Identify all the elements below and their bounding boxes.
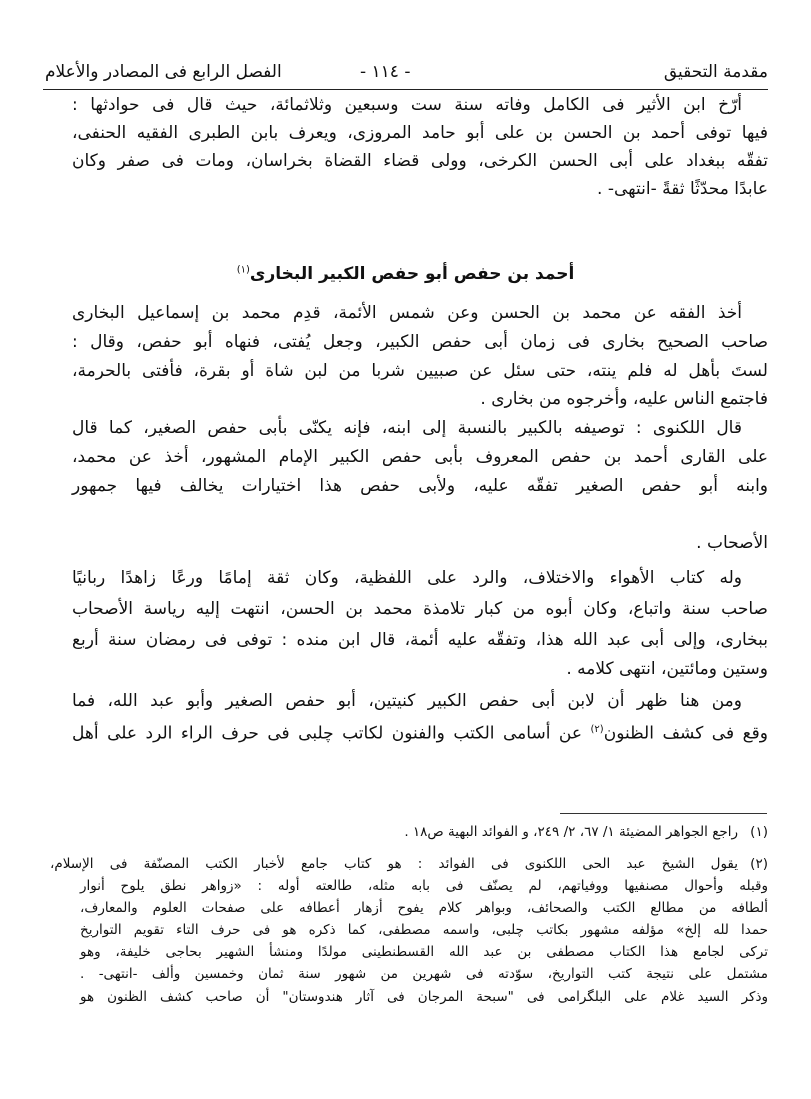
body-line: وله كتاب الأهواء والاختلاف، والرد على اللفظية، وكان ثقة إمامًا ورعًا زاهدًا ربانيًا (72, 568, 742, 588)
body-line: ببخارى، وإلى أبى عبد الله هذا، وتفقّه عليه أئمة، قال ابن منده : توفى فى رمضان سنة أربع (72, 630, 768, 650)
footnote-1 (50, 822, 768, 842)
body-line: وستين ومائتين، انتهى كلامه . (566, 659, 768, 679)
footnote-number: (٢) (750, 856, 768, 872)
body-line: صاحب الصحيح بخارى فى زمان أبى حفص الكبير، وجعل يُفتى، فنهاه أبو حفص، وقال : (72, 332, 768, 352)
body-line: فيها توفى أحمد بن الحسن بن على أبو حامد المروزى، ويعرف بابن الطبرى الفقيه الحنفى، (72, 123, 768, 143)
body-line: ومن هنا ظهر أن لابن أبى حفص الكبير كنيتين، أبو حفص الصغير وأبو عبد الله، فما (72, 691, 742, 711)
body-line: على القارى أحمد بن حفص المعروف بأبى حفص الكبير الإمام المشهور، أخذ عن محمد، (72, 447, 768, 467)
footnote-line: وذكر السيد غلام على البلگرامى فى "سبحة المرجان فى آثار هندوستان" أن صاحب كشف الظنون هو (80, 989, 768, 1005)
running-header-right: مقدمة التحقيق (663, 62, 768, 82)
body-line: أخذ الفقه عن محمد بن الحسن وعن شمس الأئمة، قدِم محمد بن إسماعيل البخارى (72, 303, 742, 323)
body-line (72, 718, 768, 746)
body-line: أرّخ ابن الأثير فى الكامل وفاته سنة ست وسبعين وثلاثمائة، حيث قال فى حوادثها : (72, 95, 742, 115)
body-line: صاحب سنة واتباع، وكان أبوه من كبار تلامذة محمد بن الحسن، انتهت إليه رياسة الأصحاب (72, 599, 768, 619)
running-header-left: الفصل الرابع فى المصادر والأعلام (45, 62, 282, 82)
body-line: عابدًا محدّثًا ثقةً -انتهى- . (597, 179, 768, 199)
body-line: لستَ بأهل له فلم ينته، حتى سئل عن صبيين شربا من لبن شاة أو بقرة، فأفتى بالحرمة، (72, 361, 768, 381)
text-segment: عن أسامى الكتب والفنون لكاتب چلبى فى حرف الراء الرد على أهل (72, 723, 591, 744)
footnote-line: وقبله وأحوال مصنفيها ووفياتهم، لم يصنّف فى بابه مثله، طالعته أوله : «زواهر نطق يلوح أنوار (80, 878, 768, 894)
header-rule (43, 89, 768, 90)
footnote-line: ألطافه من مطالع الكتب والصحائف، وبواهر كلام يفوح أزهار أعطافه على صفحات العلوم والمعارف، (80, 900, 768, 916)
text-segment: وقع فى كشف الظنون (603, 723, 768, 744)
section-heading (0, 264, 811, 284)
body-line: تفقّه ببغداد على أبى الحسن الكرخى، وولى قضاء القضاة بخراسان، ومات فى صفر وكان (72, 151, 768, 171)
footnote-text: راجع الجواهر المضيئة ١/ ٦٧، ٢/ ٢٤٩، و الفوائد البهية ص١٨ . (404, 824, 738, 840)
footnote-2 (50, 854, 768, 874)
page-number: - ١١٤ - (360, 62, 411, 82)
footnote-rule (560, 813, 767, 814)
footnote-ref[interactable]: (١) (236, 264, 250, 276)
section-title: أحمد بن حفص أبو حفص الكبير البخارى (249, 264, 575, 284)
body-line: قال اللكنوى : توصيفه بالكبير بالنسبة إلى ابنه، فإنه يكنّى بأبى حفص الصغير، كما قال (72, 418, 742, 438)
footnote-line: مشتمل على نتيجة كتب التواريخ، سوّدته فى شهرين من شهور سنة ثمان وخمسين وألف -انتهى- . (80, 966, 768, 982)
footnote-number: (١) (750, 824, 768, 840)
body-line: الأصحاب . (696, 533, 768, 553)
footnote-line: تركى لجامع هذا الكتاب مصطفى بن عبد الله القسطنطينى مولدًا ومنشأ الشهير بحاجى خليفة، وهو (80, 944, 768, 960)
footnote-line: حمدا لله إلخ» مؤلفه مشهور بكاتب چلبى، واسمه مصطفى، كما ذكره هو فى حرف التاء تقويم التواريخ (80, 922, 768, 938)
body-line: فاجتمع الناس عليه، وأخرجوه من بخارى . (480, 389, 768, 409)
footnote-ref[interactable]: (٢) (590, 724, 604, 735)
body-line: وابنه أبو حفص الصغير تفقّه عليه، ولأبى حفص هذا اختيارات يخالف فيها جمهور (72, 476, 768, 496)
footnote-text: يقول الشيخ عبد الحى اللكنوى فى الفوائد : هو كتاب جامع لأخبار الكتب المصنّفة فى الإسلام، (50, 856, 738, 872)
